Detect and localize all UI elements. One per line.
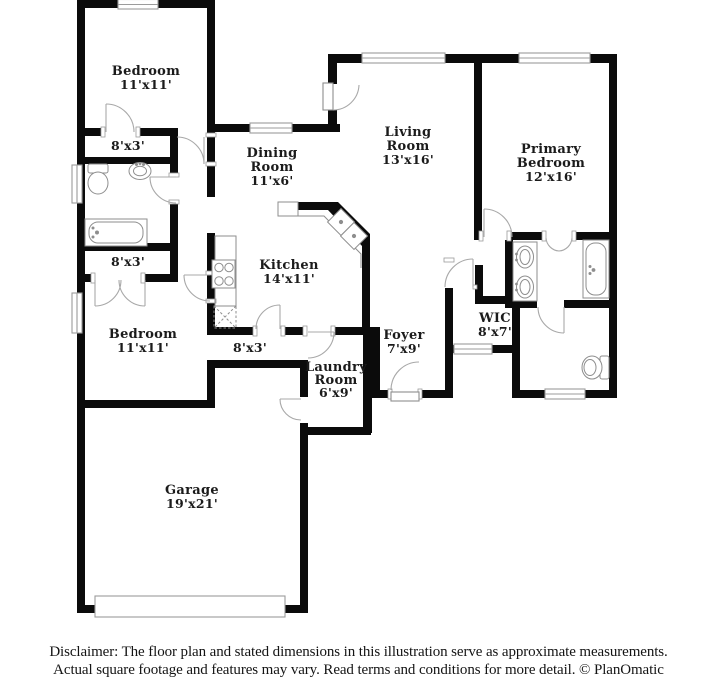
door-wic xyxy=(445,259,473,287)
room-label-dining: Dining xyxy=(246,146,298,161)
door-jambs xyxy=(91,127,576,399)
bathtub-hall-bath-icon xyxy=(85,219,147,246)
toilet-hall-bath-icon xyxy=(88,164,108,194)
window-wic xyxy=(454,344,492,354)
room-dims-living: 13'x16' xyxy=(382,152,434,167)
room-label-closet-3: 8'x3' xyxy=(232,340,268,355)
disclaimer-line-1: Disclaimer: The floor plan and stated dimensions in this illustration serve as approximate measurements. xyxy=(49,644,668,660)
stove-icon xyxy=(212,260,235,288)
door-closet-1 xyxy=(106,104,134,132)
window-primary xyxy=(519,53,590,63)
room-label-closet-2: 8'x3' xyxy=(110,254,146,269)
door-bathroom-hall xyxy=(150,177,176,203)
bathtub-primary-icon xyxy=(583,240,609,298)
room-dims-bedroom-1: 11'x11' xyxy=(120,77,172,92)
room-label-primary: Primary xyxy=(520,142,582,157)
door-closet-2-right xyxy=(119,280,145,306)
room-label-living-2: Room xyxy=(386,139,430,154)
room-label-laundry: Laundry xyxy=(304,360,368,375)
window-dining xyxy=(250,123,292,133)
window-bath-2 xyxy=(545,389,585,399)
door-garage-laundry xyxy=(280,399,301,420)
disclaimer xyxy=(0,643,717,679)
room-label-kitchen: Kitchen xyxy=(259,258,319,273)
room-label-bedroom-1: Bedroom xyxy=(111,64,181,79)
door-pantry xyxy=(256,305,280,329)
room-dims-dining: 11'x6' xyxy=(250,173,294,188)
room-dims-garage: 19'x21' xyxy=(166,496,218,511)
room-label-laundry-2: Room xyxy=(314,373,358,388)
dishwasher-icon xyxy=(214,306,236,328)
door-toilet-room xyxy=(538,307,564,333)
room-label-dining-2: Room xyxy=(250,160,294,175)
door-bedroom-1 xyxy=(177,137,204,164)
window-living xyxy=(362,53,445,63)
sink-hall-bath-icon xyxy=(129,163,151,180)
door-living-exterior xyxy=(323,83,359,110)
door-closet-2-left xyxy=(95,280,121,306)
room-label-primary-2: Bedroom xyxy=(516,156,586,171)
room-dims-bedroom-2: 11'x11' xyxy=(117,340,169,355)
window-bathroom-left xyxy=(72,165,82,203)
door-laundry xyxy=(308,332,334,358)
garage-door xyxy=(95,596,285,617)
room-dims-foyer: 7'x9' xyxy=(386,341,422,356)
room-dims-wic: 8'x7' xyxy=(477,324,513,339)
room-dims-primary: 12'x16' xyxy=(525,169,577,184)
disclaimer-line-2: Actual square footage and features may vary. Read terms and conditions for more detail. © PlanOmatic xyxy=(53,662,664,678)
room-dims-laundry: 6'x9' xyxy=(318,385,354,400)
window-bedroom-2 xyxy=(72,293,82,333)
door-front xyxy=(391,362,419,401)
toilet-primary-icon xyxy=(582,356,609,379)
room-label-closet-1: 8'x3' xyxy=(110,138,146,153)
room-label-garage: Garage xyxy=(165,483,219,498)
room-label-living: Living xyxy=(384,125,432,140)
room-dims-kitchen: 14'x11' xyxy=(263,271,315,286)
room-label-bedroom-2: Bedroom xyxy=(108,327,178,342)
door-primary-bath-arch xyxy=(546,238,572,251)
vanity-double-sink-icon xyxy=(513,242,537,301)
door-bedroom-2 xyxy=(184,275,210,301)
room-label-foyer: Foyer xyxy=(383,328,425,343)
room-label-wic: WIC xyxy=(479,311,511,326)
window-bedroom-1 xyxy=(118,0,158,9)
